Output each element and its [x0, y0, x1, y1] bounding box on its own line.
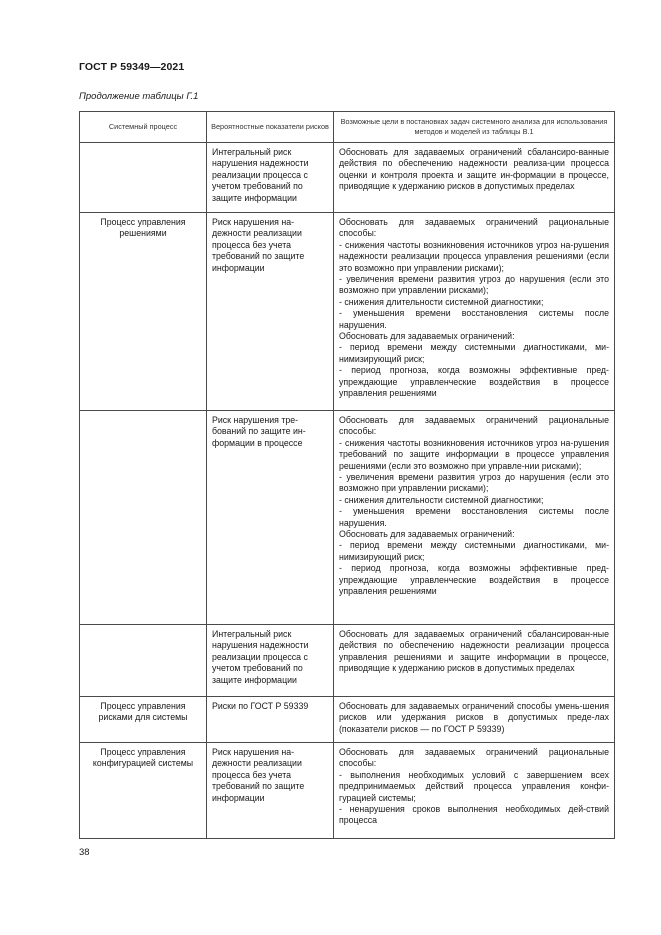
goal-line: - увеличения времени развития угроз до нарушения (если это возможно при управлении рисками);: [339, 472, 609, 494]
goal-line: Обосновать для задаваемых ограничений рациональные способы:: [339, 217, 609, 239]
goal-line: Обосновать для задаваемых ограничений:: [339, 529, 515, 540]
goal-line: - период времени между системными диагностиками, ми-нимизирующий риск;: [339, 342, 609, 364]
goal-line: Обосновать для задаваемых ограничений рациональные способы:: [339, 747, 609, 769]
goal-line: - снижения длительности системной диагностики;: [339, 494, 544, 505]
table-row: [80, 213, 615, 411]
goal-line: Обосновать для задаваемых ограничений:: [339, 331, 515, 342]
process-cell: [80, 411, 207, 625]
risk-cell: Интегральный риск нарушения надежности реализации процесса с учетом требований по защите информации: [207, 625, 334, 697]
goal-line: - уменьшения времени восстановления системы после нарушения.: [339, 506, 609, 528]
process-cell: Процесс управления конфигурацией системы: [80, 743, 207, 839]
risk-cell: Риск нарушения тре-бований по защите ин-формации в процессе: [207, 411, 334, 625]
goal-cell: [334, 697, 615, 743]
column-header-goals: Возможные цели в постановках задач системного анализа для использования методов и моделей из таблицы В.1: [334, 112, 615, 143]
goal-line: - снижения частоты возникновения источников угроз на-рушения требований по защите информации в процессе управления решениями (если это возможно при управле-нии рисками);: [339, 437, 609, 471]
risk-cell: Риск нарушения на-дежности реализации процесса без учета требований по защите информации: [207, 743, 334, 839]
risk-cell: Риски по ГОСТ Р 59339: [207, 697, 334, 743]
risk-cell: Риск нарушения на-дежности реализации процесса без учета требований по защите информации: [207, 213, 334, 411]
table-row: [80, 743, 615, 839]
goal-line: - снижения частоты возникновения источников угроз на-рушения надежности реализации процесса управления решениями (если это возможно при управлении рисками);: [339, 239, 609, 273]
table-row: [80, 697, 615, 743]
document-code: ГОСТ Р 59349—2021: [79, 61, 185, 73]
page-number: 38: [79, 847, 90, 858]
goal-line: Обосновать для задаваемых ограничений сбалансиро-ванные действия по обеспечению надежности реализа-ции процесса оценки и контроля проекта и защите ин-формации в процессе, приводящие к удержанию рисков в допустимых пределах: [339, 147, 609, 192]
table-row: [80, 625, 615, 697]
table-caption: Продолжение таблицы Г.1: [79, 91, 199, 102]
process-cell: [80, 625, 207, 697]
risk-goals-table: [79, 111, 615, 839]
risk-cell: Интегральный риск нарушения надежности реализации процесса с учетом требований по защите информации: [207, 143, 334, 213]
goal-cell: [334, 625, 615, 697]
goal-cell: [334, 411, 615, 625]
table-header-row: [80, 112, 615, 143]
goal-line: - уменьшения времени восстановления системы после нарушения.: [339, 308, 609, 330]
goal-line: Обосновать для задаваемых ограничений сбалансирован-ные действия по обеспечению надежности реализации процесса управления решениями и защите информации в процессе, приводящие к удержанию рисков в допустимых пределах: [339, 629, 609, 674]
process-cell: [80, 143, 207, 213]
goal-line: - период прогноза, когда возможны эффективные пред-упреждающие управленческие воздействия в процессе управления решениями: [339, 365, 609, 399]
goal-line: - снижения длительности системной диагностики;: [339, 296, 544, 307]
table-row: [80, 143, 615, 213]
goal-cell: [334, 743, 615, 839]
goal-cell: [334, 143, 615, 213]
table-row: [80, 411, 615, 625]
column-header-process: Системный процесс: [80, 112, 207, 143]
process-cell: Процесс управления рисками для системы: [80, 697, 207, 743]
goal-line: - ненарушения сроков выполнения необходимых дей-ствий процесса: [339, 804, 609, 826]
goal-line: Обосновать для задаваемых ограничений рациональные способы:: [339, 415, 609, 437]
goal-line: - выполнения необходимых условий с завершением всех предпринимаемых действий процесса управления конфи-гурацией системы;: [339, 769, 609, 803]
goal-line: Обосновать для задаваемых ограничений способы умень-шения рисков или удержания рисков в допустимых преде-лах (показатели рисков — по ГОСТ Р 59339): [339, 701, 609, 734]
goal-line: - период времени между системными диагностиками, ми-нимизирующий риск;: [339, 540, 609, 562]
goal-line: - увеличения времени развития угроз до нарушения (если это возможно при управлении рисками);: [339, 274, 609, 296]
goal-cell: [334, 213, 615, 411]
column-header-risk: Вероятностные показатели рисков: [207, 112, 334, 143]
goal-line: - период прогноза, когда возможны эффективные пред-упреждающие управленческие воздействия в процессе управления решениями: [339, 563, 609, 597]
process-cell: Процесс управления решениями: [80, 213, 207, 411]
